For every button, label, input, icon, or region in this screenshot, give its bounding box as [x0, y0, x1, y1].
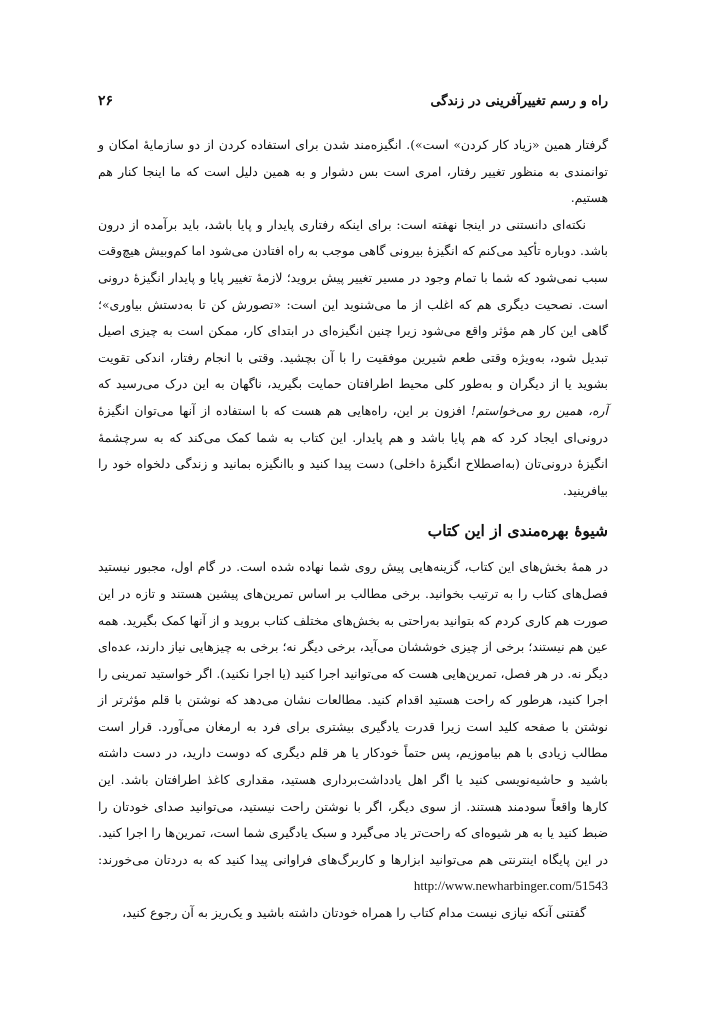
paragraph — [98, 554, 608, 900]
italic-phrase: آره، همین رو می‌خواستم! — [470, 402, 608, 418]
paragraph-text: نکته‌ای دانستنی در اینجا نهفته است: برای اینکه رفتاری پایدار و پایا باشد، باید برآمده از درون باشد. دوباره تأکید می‌کنم که انگیزهٔ بیرونی گاهی موجب به راه افتادن می‌شود اما کم‌وبیش هیچ‌وقت سبب نمی‌شود که شما با تمام وجود در مسیر تغییر پیش بروید؛ لازمهٔ تغییر پایا و پایدار انگیزهٔ درونی است. نصحیت دیگری هم که اغلب از ما می‌شنوید این است: «تصورش کن تا به‌دستش بیاوری»؛ گاهی این کار هم مؤثر واقع می‌شود زیرا چنین انگیزه‌ای در ابتدای کار، ممکن است به چیزی اصیل تبدیل شود، به‌ویژه وقتی طعم شیرین موفقیت را با آن بچشید. وقتی با انجام رفتار، اندکی تقویت بشوید یا از دیگران و به‌طور کلی محیط اطرافتان حمایت بگیرید، ناگهان به این درک می‌رسید که — [98, 216, 608, 392]
body-text — [98, 132, 608, 927]
paragraph-text: افزون بر این، راه‌هایی هم هست که با استفاده از آنها می‌توان انگیزهٔ درونی‌ای ایجاد کرد که هم پایا باشد و هم پایدار. این کتاب به شما کمک می‌کند که به سرچشمهٔ انگیزهٔ درونی‌تان (به‌اصطلاح انگیزهٔ داخلی) دست پیدا کنید و باانگیزه بمانید و زندگی دلخواه خود را بیافرینید. — [98, 402, 608, 498]
paragraph-text: در همهٔ بخش‌های این کتاب، گزینه‌هایی پیش روی شما نهاده شده است. در گام اول، مجبور نیستید فصل‌های کتاب را به ترتیب بخوانید. برخی مطالب بر اساس تمرین‌های پیشین هستند و تازه در این صورت هم کاری کردم که بتوانید به‌راحتی به بخش‌های مختلف کتاب بروید و از آنها کمک بگیرید. همه عین هم نیستند؛ برخی از چیزی خوششان می‌آید، برخی دیگر نه؛ برخی به چیزهایی نیاز دارند، عده‌ای دیگر نه. در هر فصل، تمرین‌هایی هست که می‌توانید اجرا کنید (یا اجرا نکنید). اگر خواستید تمرینی را اجرا کنید، هرطور که راحت هستید اقدام کنید. مطالعات نشان می‌دهد که نوشتن با قلم مؤثرتر از نوشتن با صفحه کلید است زیرا قدرت یادگیری بیشتری برای فرد به ارمغان می‌آورد. قرار است مطالب زیادی با هم بیاموزیم، پس حتماً خودکار یا هر قلم دیگری که دوست دارید، در دست داشته باشید و حاشیه‌نویسی کنید یا اگر اهل یادداشت‌برداری هستید، مقداری کاغذ اطرافتان باشد. این کارها واقعاً سودمند هستند. از سوی دیگر، اگر با نوشتن راحت نیستید، می‌توانید صدای خودتان را ضبط کنید یا به هر شیوه‌ای که راحت‌تر یاد می‌گیرد و سبک یادگیری شما است، تمرین‌ها را اجرا کنید. در این پایگاه اینترنتی هم می‌توانید ابزارها و کاربرگ‌های فراوانی پیدا کنید که به دردتان می‌خورند: — [98, 559, 608, 867]
section-heading: شیوهٔ بهره‌مندی از این کتاب — [427, 521, 608, 541]
paragraph — [98, 212, 608, 505]
running-title: راه و رسم تغییرآفرینی در زندگی — [430, 93, 608, 109]
resource-url: http://www.newharbinger.com/51543 — [413, 878, 608, 894]
paragraph: گفتنی آنکه نیازی نیست مدام کتاب را همراه خودتان داشته باشید و یک‌ریز به آن رجوع کنید، — [122, 905, 586, 921]
running-header — [98, 88, 608, 114]
page-number: ۲۶ — [98, 93, 114, 109]
paragraph: گرفتار همین «زیاد کار کردن» است»). انگیزه‌مند شدن برای استفاده کردن از دو سازمایهٔ امکان و توانمندی به منظور تغییر رفتار، امری است بس دشوار و به همین دلیل است که ما اینجا کنار هم هستیم. — [98, 137, 608, 206]
